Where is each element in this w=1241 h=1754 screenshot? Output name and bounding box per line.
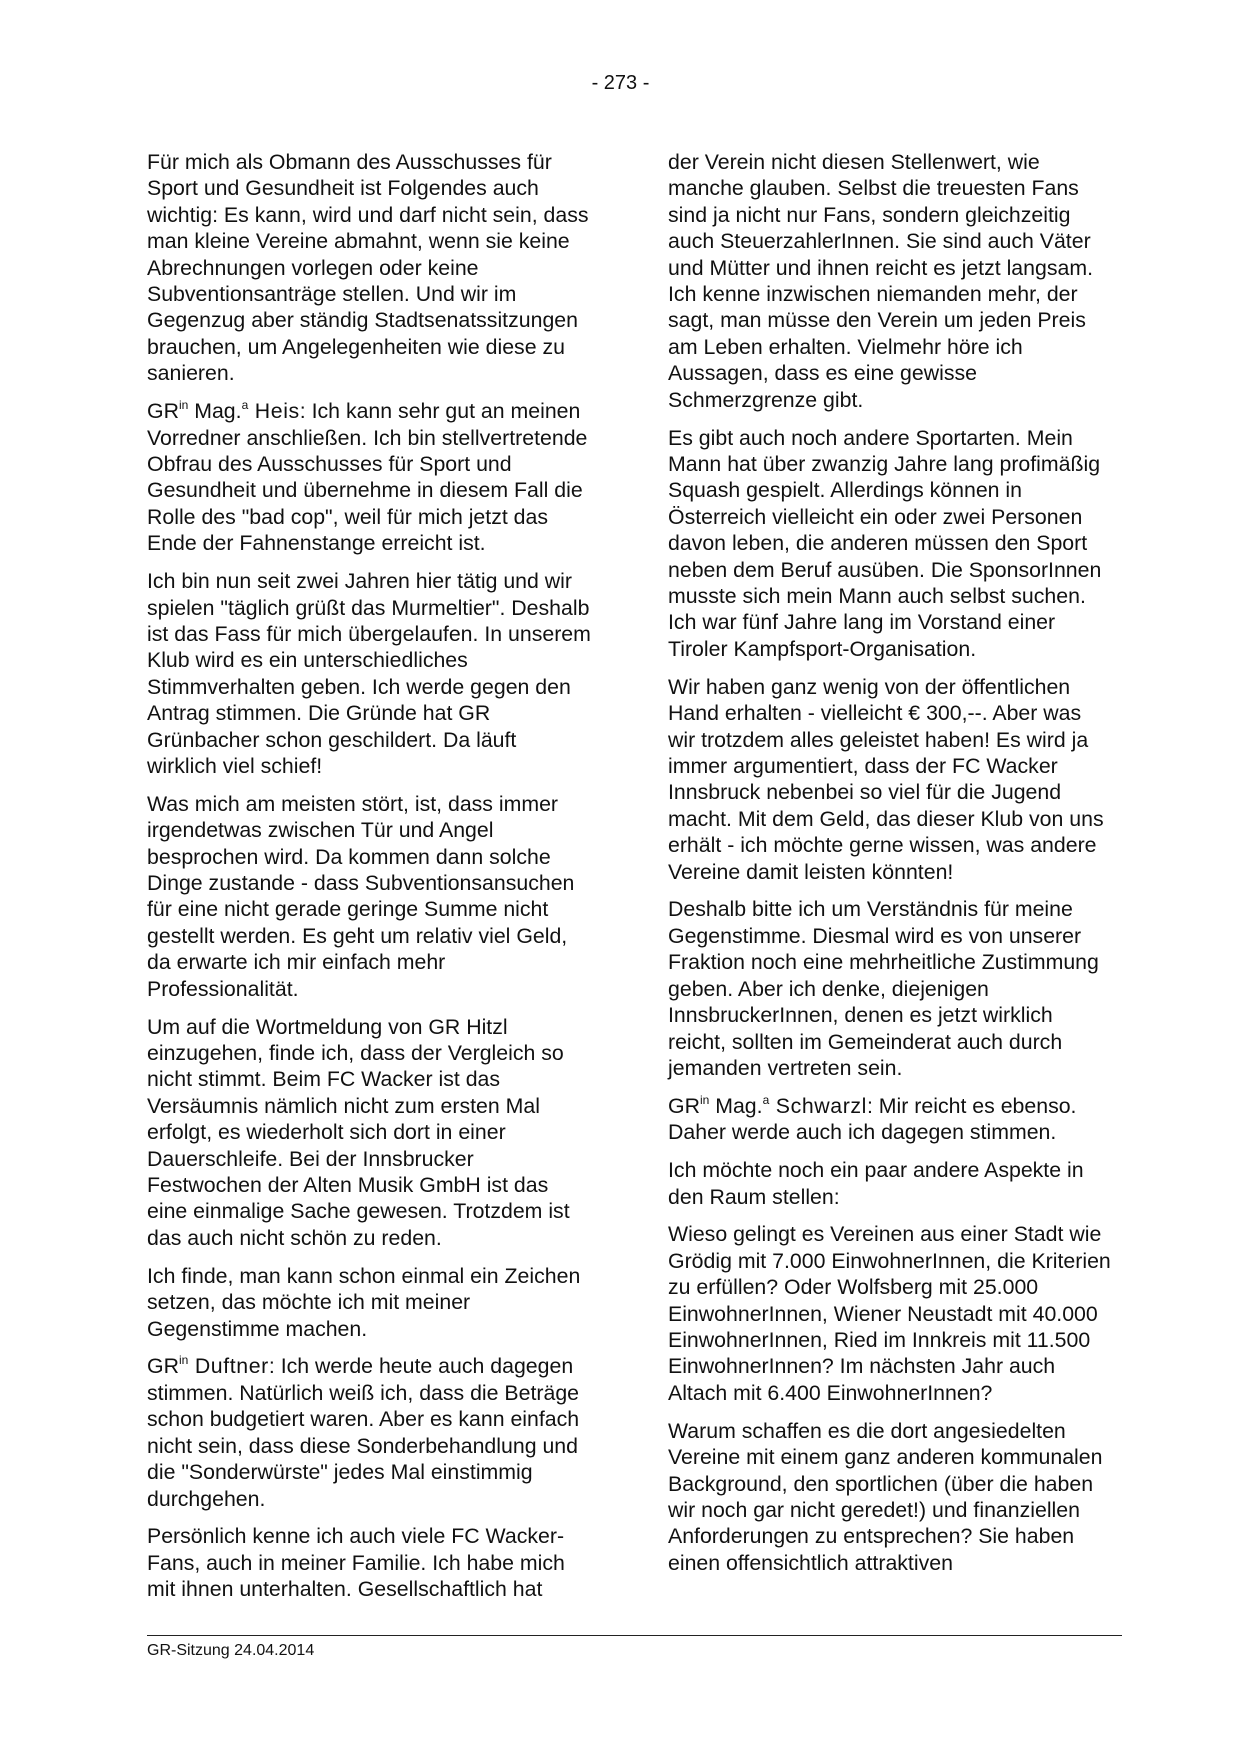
speaker-name: Heis bbox=[248, 399, 300, 424]
paragraph: Was mich am meisten stört, ist, dass immer irgendetwas zwischen Tür und Angel besprochen wird. Da kommen dann solche Dinge zustande - dass Subventionsansuchen für eine nicht gerade geringe Summe nicht gestellt werden. Es geht um relativ viel Geld, da erwarte ich mir einfach mehr Professionalität. bbox=[147, 791, 575, 1001]
paragraph: Warum schaffen es die dort angesiedelten Vereine mit einem ganz anderen kommunalen Background, den sportlichen (über die haben wir noch gar nicht geredet!) und finanziellen Anforderungen zu entsprechen? Sie haben einen offensichtlich attraktiven bbox=[668, 1418, 1103, 1575]
paragraph: Deshalb bitte ich um Verständnis für meine Gegenstimme. Diesmal wird es von unserer Fraktion noch eine mehrheitliche Zustimmung geben. Aber ich denke, diejenigen InnsbruckerInnen, denen es jetzt wirklich reicht, sollten im Gemeinderat auch durch jemanden vertreten sein. bbox=[668, 897, 1099, 1080]
speech-text: : Ich werde heute auch dagegen stimmen. Natürlich weiß ich, dass die Beträge schon budgetiert waren. Aber es kann einfach nicht sein, dass diese Sonderbehandlung und die "Sonderwürste" jedes Mal einstimmig durchgehen. bbox=[147, 1354, 580, 1511]
speaker-paragraph bbox=[147, 1353, 592, 1511]
speaker-prefix-superscript: in bbox=[178, 398, 189, 413]
speech-text: : Ich kann sehr gut an meinen Vorredner anschließen. Ich bin stellvertretende Obfrau des Ausschusses für Sport und Gesundheit und übernehme in diesem Fall die Rolle des "bad cop", weil für mich jetzt das Ende der Fahnenstange erreicht ist. bbox=[147, 399, 588, 556]
speaker-prefix-superscript: in bbox=[178, 1353, 189, 1368]
paragraph: Ich möchte noch ein paar andere Aspekte in den Raum stellen: bbox=[668, 1158, 1084, 1209]
right-column bbox=[668, 149, 1113, 1588]
speaker-paragraph bbox=[147, 398, 592, 556]
paragraph: Ich finde, man kann schon einmal ein Zeichen setzen, das möchte ich mit meiner Gegenstimme machen. bbox=[147, 1263, 581, 1341]
speaker-title: Mag. bbox=[188, 399, 242, 424]
speaker-title-superscript: a bbox=[241, 398, 249, 413]
left-column bbox=[147, 149, 592, 1614]
speaker-name: Duftner bbox=[188, 1354, 269, 1379]
paragraph: Für mich als Obmann des Ausschusses für Sport und Gesundheit ist Folgendes auch wichtig: Es kann, wird und darf nicht sein, dass man kleine Vereine abmahnt, wenn sie keine Abrechnungen vorlegen oder keine Subventionsanträge stellen. Und wir im Gegenzug aber ständig Stadtsenatssitzungen brauchen, um Angelegenheiten wie diese zu sanieren. bbox=[147, 150, 589, 386]
speaker-prefix: GR bbox=[147, 1354, 179, 1379]
paragraph: der Verein nicht diesen Stellenwert, wie manche glauben. Selbst die treuesten Fans sind ja nicht nur Fans, sondern gleichzeitig auch SteuerzahlerInnen. Sie sind auch Väter und Mütter und ihnen reicht es jetzt langsam. Ich kenne inzwischen niemanden mehr, der sagt, man müsse den Verein um jeden Preis am Leben erhalten. Vielmehr höre ich Aussagen, dass es eine gewisse Schmerzgrenze gibt. bbox=[668, 150, 1093, 412]
paragraph: Es gibt auch noch andere Sportarten. Mein Mann hat über zwanzig Jahre lang profimäßig Squash gespielt. Allerdings können in Österreich vielleicht ein oder zwei Personen davon leben, die anderen müssen den Sport neben dem Beruf ausüben. Die SponsorInnen musste sich mein Mann auch selbst suchen. Ich war fünf Jahre lang im Vorstand einer Tiroler Kampfsport-Organisation. bbox=[668, 425, 1102, 661]
footer-session-date: GR-Sitzung 24.04.2014 bbox=[147, 1642, 315, 1659]
footer-divider bbox=[147, 1635, 1122, 1636]
paragraph: Um auf die Wortmeldung von GR Hitzl einzugehen, finde ich, dass der Vergleich so nicht stimmt. Beim FC Wacker ist das Versäumnis nämlich nicht zum ersten Mal erfolgt, es wiederholt sich dort in einer Dauerschleife. Bei der Innsbrucker Festwochen der Alten Musik GmbH ist das eine einmalige Sache gewesen. Trotzdem ist das auch nicht schön zu reden. bbox=[147, 1014, 570, 1250]
paragraph: Wieso gelingt es Vereinen aus einer Stadt wie Grödig mit 7.000 EinwohnerInnen, die Kriterien zu erfüllen? Oder Wolfsberg mit 25.000 EinwohnerInnen, Wiener Neustadt mit 40.000 EinwohnerInnen, Ried im Innkreis mit 11.500 EinwohnerInnen? Im nächsten Jahr auch Altach mit 6.400 EinwohnerInnen? bbox=[668, 1222, 1111, 1405]
paragraph: Persönlich kenne ich auch viele FC Wacker-Fans, auch in meiner Familie. Ich habe mich mit ihnen unterhalten. Gesellschaftlich hat bbox=[147, 1524, 565, 1602]
speaker-prefix-superscript: in bbox=[699, 1092, 710, 1107]
paragraph: Wir haben ganz wenig von der öffentlichen Hand erhalten - vielleicht € 300,--. Aber was wir trotzdem alles geleistet haben! Es wird ja immer argumentiert, dass der FC Wacker Innsbruck nebenbei so viel für die Jugend macht. Mit dem Geld, das dieser Klub von uns erhält - ich möchte gerne wissen, was andere Vereine damit leisten könnten! bbox=[668, 674, 1104, 884]
speaker-paragraph bbox=[668, 1093, 1113, 1146]
speaker-title-superscript: a bbox=[762, 1092, 770, 1107]
speaker-name: Schwarzl bbox=[769, 1093, 867, 1118]
speech-text: : Mir reicht es ebenso. Daher werde auch ich dagegen stimmen. bbox=[668, 1093, 1077, 1145]
page-number: - 273 - bbox=[591, 72, 650, 94]
speaker-prefix: GR bbox=[147, 399, 179, 424]
paragraph: Ich bin nun seit zwei Jahren hier tätig und wir spielen "täglich grüßt das Murmeltier". Deshalb ist das Fass für mich übergelaufen. In unserem Klub wird es ein unterschiedliches Stimmverhalten geben. Ich werde gegen den Antrag stimmen. Die Gründe hat GR Grünbacher schon geschildert. Da läuft wirklich viel schief! bbox=[147, 569, 591, 778]
speaker-title: Mag. bbox=[709, 1093, 763, 1118]
speaker-prefix: GR bbox=[668, 1093, 700, 1118]
